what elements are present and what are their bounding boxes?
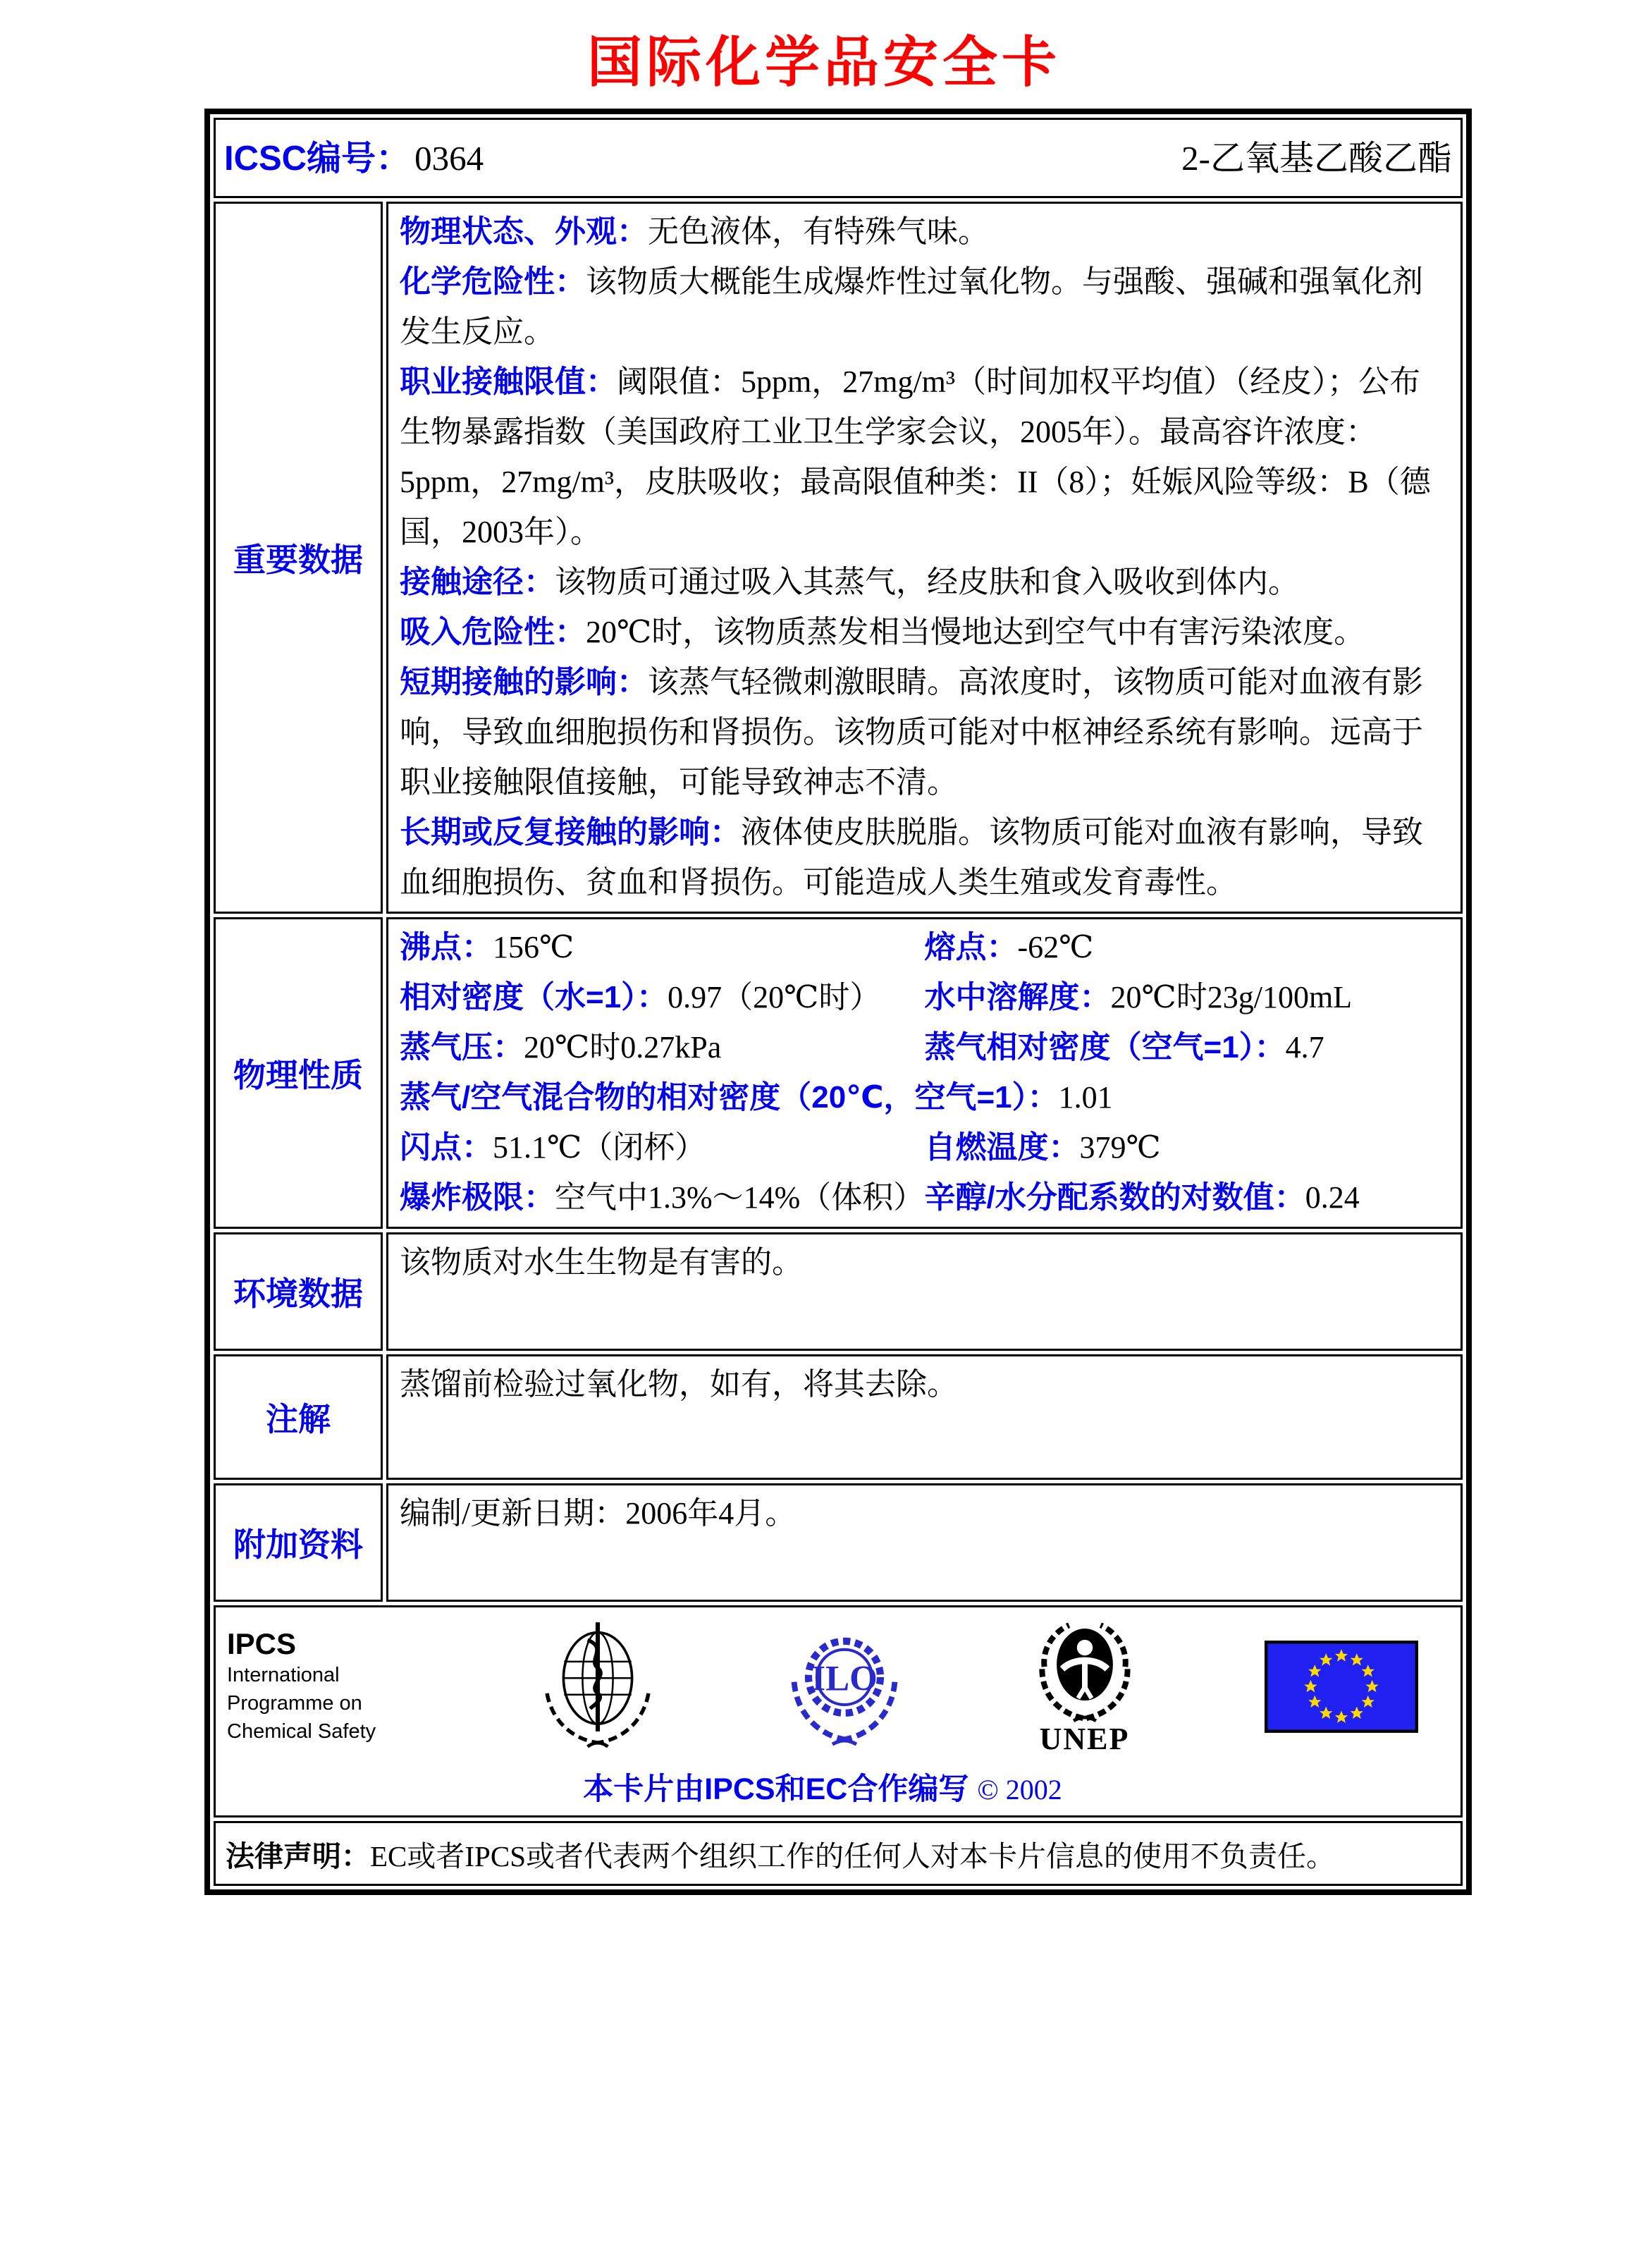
field-label: 蒸气/空气混合物的相对密度（20℃，空气=1）： xyxy=(400,1080,1059,1115)
field-label: 物理状态、外观： xyxy=(400,214,648,249)
ipcs-line-2: Programme on xyxy=(227,1692,362,1715)
field-physical-state xyxy=(400,207,1449,257)
header-cell xyxy=(214,118,1463,198)
field-octanol-water-logp xyxy=(925,1172,1450,1222)
field-value: 379℃ xyxy=(1079,1130,1161,1165)
notes-text: 蒸馏前检验过氧化物，如有，将其去除。 xyxy=(400,1367,958,1402)
field-label: 蒸气相对密度（空气=1）： xyxy=(924,1030,1286,1065)
field-value: -62℃ xyxy=(1017,930,1094,964)
physical-properties-content xyxy=(386,917,1463,1229)
field-label: 自燃温度： xyxy=(924,1130,1080,1165)
eu-flag-icon xyxy=(1265,1641,1418,1733)
field-label: 职业接触限值： xyxy=(400,364,617,399)
field-inhalation-risk xyxy=(400,607,1449,657)
who-emblem-icon xyxy=(534,1619,661,1753)
field-value: 阈限值：5ppm，27mg/m³（时间加权平均值）（经皮）；公布生物暴露指数（美国政府工业卫生学家会议，2005年）。最高容许浓度：5ppm，27mg/m³，皮肤吸收；最高限值种类：II（8）；妊娠风险等级：B（德国，2003年）。 xyxy=(400,364,1431,549)
credit-line xyxy=(227,1765,1418,1808)
field-value: 4.7 xyxy=(1285,1030,1324,1065)
field-label: 水中溶解度： xyxy=(924,980,1111,1015)
phys-row-density-solubility xyxy=(400,972,1449,1022)
field-value: 20℃时0.27kPa xyxy=(524,1030,722,1065)
legal-text: EC或者IPCS或者代表两个组织工作的任何人对本卡片信息的使用不负责任。 xyxy=(370,1839,1335,1872)
header-row xyxy=(214,118,1463,198)
field-boiling-point xyxy=(400,922,925,972)
field-explosive-limits xyxy=(400,1172,925,1222)
legal-cell xyxy=(214,1821,1463,1886)
section-label-cell-notes xyxy=(214,1354,383,1480)
field-value: 无色液体，有特殊气味。 xyxy=(648,214,989,249)
field-value: 51.1℃（闭杯） xyxy=(493,1130,706,1165)
field-value: 20℃时23g/100mL xyxy=(1110,980,1353,1015)
important-data-content xyxy=(386,202,1463,914)
field-label: 长期或反复接触的影响： xyxy=(400,815,741,850)
field-melting-point xyxy=(925,922,1450,972)
field-label: 吸入危险性： xyxy=(400,615,586,649)
ipcs-line-3: Chemical Safety xyxy=(227,1720,376,1743)
field-value: 该物质大概能生成爆炸性过氧化物。与强酸、强碱和强氧化剂发生反应。 xyxy=(400,264,1423,349)
section-label-cell-physical-properties xyxy=(214,917,383,1229)
field-vapour-air-mixture-density xyxy=(400,1072,1449,1122)
field-value: 20℃时，该物质蒸发相当慢地达到空气中有害污染浓度。 xyxy=(586,615,1365,649)
section-label-cell-important-data xyxy=(214,202,383,914)
field-routes-of-exposure xyxy=(400,557,1449,607)
field-label: 沸点： xyxy=(400,930,493,964)
phys-row-flash-autoignition xyxy=(400,1122,1449,1172)
credit-year: © 2002 xyxy=(977,1774,1062,1806)
additional-info-content xyxy=(386,1483,1463,1602)
section-label-environmental-data: 环境数据 xyxy=(233,1275,363,1312)
field-label: 化学危险性： xyxy=(400,264,586,299)
icsc-table xyxy=(204,109,1472,1895)
icsc-number-group xyxy=(224,131,484,180)
credit-text: 本卡片由IPCS和EC合作编写 xyxy=(583,1772,969,1806)
unep-emblem-icon xyxy=(1028,1617,1141,1755)
environmental-data-row xyxy=(214,1232,1463,1351)
field-short-term-effects xyxy=(400,657,1449,807)
ipcs-acronym: IPCS xyxy=(227,1627,297,1660)
icsc-number-label: ICSC编号： xyxy=(224,140,411,178)
chemical-name: 2-乙氧基乙酸乙酯 xyxy=(1181,139,1452,178)
page-title: 国际化学品安全卡 xyxy=(586,30,1061,94)
icsc-card-page xyxy=(0,18,1648,1895)
field-chemical-dangers xyxy=(400,257,1449,357)
environmental-data-content xyxy=(386,1232,1463,1351)
icsc-number-value: 0364 xyxy=(414,139,484,178)
legal-row xyxy=(214,1821,1463,1886)
section-label-physical-properties: 物理性质 xyxy=(233,1057,363,1093)
field-value: 1.01 xyxy=(1058,1080,1113,1115)
ipcs-text-block xyxy=(227,1627,410,1746)
field-autoignition-temperature xyxy=(925,1122,1450,1172)
ilo-emblem-icon xyxy=(785,1622,904,1752)
field-value: 该蒸气轻微刺激眼睛。高浓度时，该物质可能对血液有影响，导致血细胞损伤和肾损伤。该物质可能对中枢神经系统有影响。远高于职业接触限值接触，可能导致神志不清。 xyxy=(400,665,1423,799)
field-label: 相对密度（水=1）： xyxy=(400,980,668,1015)
important-data-row xyxy=(214,202,1463,914)
notes-content xyxy=(386,1354,1463,1480)
field-vapour-pressure xyxy=(400,1022,925,1072)
field-flash-point xyxy=(400,1122,925,1172)
logos-row xyxy=(214,1605,1463,1818)
field-value: 液体使皮肤脱脂。该物质可能对血液有影响，导致血细胞损伤、贫血和肾损伤。可能造成人类生殖或发育毒性。 xyxy=(400,815,1423,900)
phys-row-vapour-pressure-density xyxy=(400,1022,1449,1072)
ilo-letters: ILO xyxy=(811,1659,878,1699)
section-label-important-data: 重要数据 xyxy=(233,541,363,578)
phys-row-vapour-air-mixture xyxy=(400,1072,1449,1122)
field-label: 爆炸极限： xyxy=(400,1180,555,1215)
field-water-solubility xyxy=(925,972,1450,1022)
phys-row-explosive-limits-logp xyxy=(400,1172,1449,1222)
field-value: 156℃ xyxy=(493,930,574,964)
unep-caption: UNEP xyxy=(1039,1722,1130,1756)
field-value: 空气中1.3%～14%（体积） xyxy=(555,1180,925,1215)
environmental-data-text: 该物质对水生生物是有害的。 xyxy=(400,1245,803,1280)
field-label: 辛醇/水分配系数的对数值： xyxy=(924,1180,1305,1215)
additional-info-text: 编制/更新日期：2006年4月。 xyxy=(400,1496,797,1531)
notes-row xyxy=(214,1354,1463,1480)
field-value: 该物质可通过吸入其蒸气，经皮肤和食入吸收到体内。 xyxy=(555,565,1299,599)
field-value: 0.97（20℃时） xyxy=(668,980,881,1015)
field-label: 接触途径： xyxy=(400,565,555,599)
logos-cell xyxy=(214,1605,1463,1818)
section-label-additional-info: 附加资料 xyxy=(233,1526,363,1563)
field-occupational-exposure-limits xyxy=(400,357,1449,557)
field-relative-density xyxy=(400,972,925,1022)
additional-info-row xyxy=(214,1483,1463,1602)
field-label: 熔点： xyxy=(924,930,1018,964)
field-label: 闪点： xyxy=(400,1130,493,1165)
phys-row-boiling-melting xyxy=(400,922,1449,972)
section-label-cell-additional-info xyxy=(214,1483,383,1602)
ipcs-line-1: International xyxy=(227,1664,340,1686)
section-label-cell-environmental-data xyxy=(214,1232,383,1351)
field-label: 短期接触的影响： xyxy=(400,665,648,699)
field-long-term-effects xyxy=(400,807,1449,907)
physical-properties-row xyxy=(214,917,1463,1229)
field-vapour-relative-density xyxy=(925,1022,1450,1072)
field-label: 蒸气压： xyxy=(400,1030,524,1065)
section-label-notes: 注解 xyxy=(266,1401,331,1438)
field-value: 0.24 xyxy=(1305,1180,1360,1215)
legal-label: 法律声明： xyxy=(226,1839,370,1872)
